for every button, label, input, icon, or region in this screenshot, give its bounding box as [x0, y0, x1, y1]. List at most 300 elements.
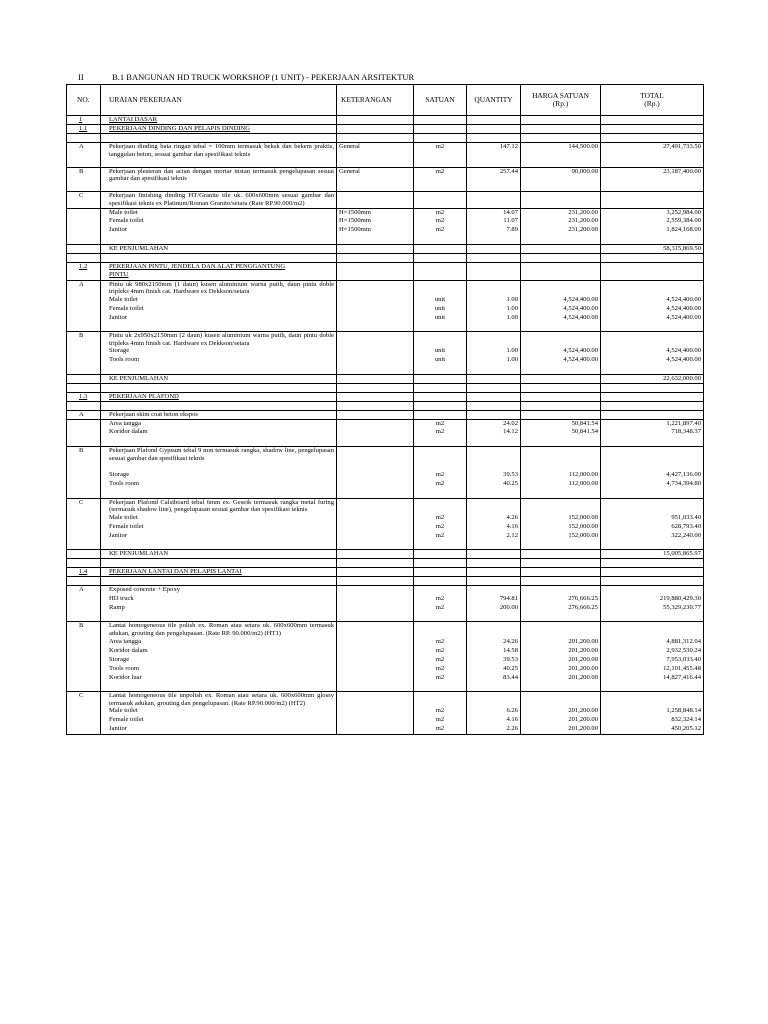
cell-unit: m2	[414, 167, 467, 183]
cell-remarks	[337, 253, 414, 262]
cell-description: Lantai homogeneous tile unpolish ex. Roman atau setara uk. 600x600mm glossy termasuk adukan, grouting dan pengelupasan. (Rate RP.90.000/m2) (HT2)	[101, 692, 337, 708]
cell-remarks	[337, 707, 414, 716]
table-row	[67, 356, 704, 365]
cell-quantity: 2.12	[467, 532, 521, 541]
cell-remarks	[337, 692, 414, 708]
cell-description: PEKERJAAN PLAFOND	[101, 392, 337, 401]
cell-quantity: 11.07	[467, 217, 521, 226]
cell-remarks	[337, 725, 414, 734]
table-row	[67, 707, 704, 716]
cell-quantity: 4.16	[467, 716, 521, 725]
cell-total	[601, 622, 704, 638]
spacer-row	[67, 577, 704, 586]
cell-no: C	[67, 498, 101, 514]
cell-remarks	[337, 622, 414, 638]
cell-unit-price: 276,666.25	[521, 595, 601, 604]
table-row	[67, 586, 704, 595]
cell-quantity	[467, 437, 521, 446]
cell-remarks	[337, 498, 414, 514]
cell-quantity: 14.07	[467, 208, 521, 217]
cell-unit	[414, 410, 467, 419]
cell-unit-price: 50,841.54	[521, 419, 601, 428]
cell-quantity	[467, 192, 521, 208]
cell-description: HD truck	[101, 595, 337, 604]
cell-unit-price	[521, 541, 601, 550]
cell-unit-price: 50,841.54	[521, 428, 601, 437]
table-row	[67, 428, 704, 437]
cell-no	[67, 577, 101, 586]
cell-unit-price	[521, 262, 601, 271]
cell-no	[67, 683, 101, 692]
cell-unit-price	[521, 446, 601, 462]
cell-description: Janitor	[101, 532, 337, 541]
cell-total	[601, 586, 704, 595]
cell-unit-price	[521, 568, 601, 577]
cell-description: PEKERJAAN DINDING DAN PELAPIS DINDING	[101, 125, 337, 134]
cell-unit	[414, 374, 467, 383]
cell-total: 22,632,000.00	[601, 374, 704, 383]
table-row	[67, 471, 704, 480]
cell-unit: m2	[414, 523, 467, 532]
cell-remarks	[337, 532, 414, 541]
table-row	[67, 480, 704, 489]
cell-quantity: 40.25	[467, 480, 521, 489]
cell-remarks	[337, 523, 414, 532]
spacer-row	[67, 559, 704, 568]
cell-total	[601, 280, 704, 296]
cell-total: 718,348.37	[601, 428, 704, 437]
table-row	[67, 244, 704, 253]
table-row	[67, 716, 704, 725]
cell-quantity	[467, 541, 521, 550]
cell-unit-price	[521, 692, 601, 708]
cell-quantity	[467, 622, 521, 638]
cell-unit-price: 4,524,400.00	[521, 347, 601, 356]
cell-no: 1.1	[67, 125, 101, 134]
cell-description: Storage	[101, 471, 337, 480]
cell-total	[601, 446, 704, 462]
cell-no	[67, 716, 101, 725]
cell-unit: unit	[414, 296, 467, 305]
cell-unit	[414, 489, 467, 498]
cell-description	[101, 489, 337, 498]
cell-remarks: H=1500mm	[337, 217, 414, 226]
cell-quantity	[467, 577, 521, 586]
cell-description: PEKERJAAN PINTU, JENDELA DAN ALAT PENGGANTUNG	[101, 262, 337, 271]
cell-quantity: 39.53	[467, 471, 521, 480]
cell-remarks: H=1500mm	[337, 208, 414, 217]
cell-remarks	[337, 235, 414, 244]
cell-description: Male toilet	[101, 208, 337, 217]
cell-unit-price: 152,000.00	[521, 532, 601, 541]
cell-quantity	[467, 271, 521, 280]
cell-unit-price: 231,200.00	[521, 226, 601, 235]
table-row	[67, 665, 704, 674]
cell-description	[101, 253, 337, 262]
cell-total	[601, 235, 704, 244]
cell-description: Pekerjaan Plafond Gypsum tebal 9 mm termasuk rangka, shadow line, pengelupasan sesuai gambar dan spesifikasi teknis	[101, 446, 337, 462]
cell-remarks	[337, 568, 414, 577]
cell-total	[601, 401, 704, 410]
spacer-row	[67, 683, 704, 692]
cell-unit: m2	[414, 226, 467, 235]
cell-description: Janitor	[101, 314, 337, 323]
table-row	[67, 674, 704, 683]
cell-unit-price	[521, 280, 601, 296]
cell-remarks	[337, 550, 414, 559]
cell-total: 7,953,033.40	[601, 656, 704, 665]
cell-no: B	[67, 332, 101, 348]
header-quantity: QUANTITY	[467, 85, 521, 116]
cell-no	[67, 208, 101, 217]
cell-remarks	[337, 374, 414, 383]
cell-remarks	[337, 356, 414, 365]
cell-unit-price: 201,200.00	[521, 638, 601, 647]
cell-quantity	[467, 125, 521, 134]
cell-remarks	[337, 410, 414, 419]
cell-unit: unit	[414, 356, 467, 365]
table-row	[67, 296, 704, 305]
table-row	[67, 622, 704, 638]
cell-total: 14,827,416.44	[601, 674, 704, 683]
cell-unit-price	[521, 683, 601, 692]
cell-unit	[414, 183, 467, 192]
cell-unit-price: 144,500.00	[521, 143, 601, 159]
cell-quantity	[467, 383, 521, 392]
cell-total	[601, 498, 704, 514]
cell-unit	[414, 559, 467, 568]
cell-unit-price	[521, 235, 601, 244]
cell-description: Pintu uk 2x950x2150mm (2 daun) kusen aluminium warna putih, daun pintu doble tripleks 4mm finish cat. Hardware ex Dekkson/setara	[101, 332, 337, 348]
cell-unit	[414, 683, 467, 692]
cell-no	[67, 419, 101, 428]
table-row	[67, 523, 704, 532]
header-description: URAIAN PEKERJAAN	[101, 85, 337, 116]
cell-unit-price: 201,200.00	[521, 707, 601, 716]
cell-total	[601, 437, 704, 446]
cell-remarks	[337, 716, 414, 725]
cell-total	[601, 383, 704, 392]
cell-total	[601, 183, 704, 192]
cell-total	[601, 253, 704, 262]
cell-unit	[414, 577, 467, 586]
cell-remarks	[337, 446, 414, 462]
cell-unit: m2	[414, 208, 467, 217]
cell-quantity: 14.12	[467, 428, 521, 437]
cell-total: 2,559,384.00	[601, 217, 704, 226]
table-row	[67, 125, 704, 134]
cell-remarks	[337, 323, 414, 332]
table-body	[67, 116, 704, 735]
cell-total: 4,524,400.00	[601, 296, 704, 305]
cell-quantity: 83.44	[467, 674, 521, 683]
cell-total	[601, 683, 704, 692]
cell-total	[601, 541, 704, 550]
cell-quantity: 6.26	[467, 707, 521, 716]
cell-unit-price: 4,524,400.00	[521, 305, 601, 314]
cell-total	[601, 559, 704, 568]
cell-no	[67, 595, 101, 604]
cell-remarks: General	[337, 143, 414, 159]
table-row	[67, 498, 704, 514]
cell-quantity: 1.00	[467, 356, 521, 365]
cell-remarks	[337, 183, 414, 192]
cell-remarks	[337, 383, 414, 392]
cell-description: Area tangga	[101, 638, 337, 647]
header-unit-price-currency: (Rp.)	[552, 99, 569, 108]
cell-total	[601, 323, 704, 332]
cell-quantity	[467, 116, 521, 125]
cell-quantity	[467, 262, 521, 271]
cell-no	[67, 514, 101, 523]
cell-no: A	[67, 280, 101, 296]
cell-total	[601, 613, 704, 622]
cell-total: 15,005,865.97	[601, 550, 704, 559]
cell-description: KE PENJUMLAHAN	[101, 550, 337, 559]
section-number: II	[78, 72, 84, 82]
cell-remarks	[337, 674, 414, 683]
cell-remarks	[337, 314, 414, 323]
header-unit: SATUAN	[414, 85, 467, 116]
cell-description: KE PENJUMLAHAN	[101, 374, 337, 383]
cell-no	[67, 323, 101, 332]
cell-remarks	[337, 365, 414, 374]
cell-description: Koridor dalam	[101, 647, 337, 656]
table-row	[67, 692, 704, 708]
cell-no	[67, 134, 101, 143]
cell-total	[601, 365, 704, 374]
cell-remarks	[337, 683, 414, 692]
table-row	[67, 280, 704, 296]
cell-quantity: 7.89	[467, 226, 521, 235]
spacer-row	[67, 235, 704, 244]
cell-quantity	[467, 253, 521, 262]
cell-description: LANTAI DASAR	[101, 116, 337, 125]
cell-total: 450,205.12	[601, 725, 704, 734]
table-row	[67, 595, 704, 604]
cell-no	[67, 253, 101, 262]
table-row	[67, 192, 704, 208]
cell-unit	[414, 271, 467, 280]
cell-description	[101, 577, 337, 586]
cell-no	[67, 480, 101, 489]
cell-total	[601, 577, 704, 586]
cell-unit-price: 112,000.00	[521, 471, 601, 480]
cell-unit: m2	[414, 647, 467, 656]
cell-remarks	[337, 192, 414, 208]
cell-no	[67, 725, 101, 734]
cell-remarks	[337, 480, 414, 489]
cell-quantity: 4.16	[467, 523, 521, 532]
cell-unit-price	[521, 559, 601, 568]
cell-total	[601, 192, 704, 208]
cell-quantity: 1.00	[467, 296, 521, 305]
cell-no	[67, 604, 101, 613]
cell-unit	[414, 323, 467, 332]
cell-unit-price	[521, 489, 601, 498]
cell-description: PINTU	[101, 271, 337, 280]
cell-total: 219,880,429.30	[601, 595, 704, 604]
cell-quantity: 147.12	[467, 143, 521, 159]
cell-total	[601, 271, 704, 280]
cell-unit-price	[521, 192, 601, 208]
cell-unit: m2	[414, 419, 467, 428]
cell-unit-price: 4,524,400.00	[521, 314, 601, 323]
cell-no	[67, 437, 101, 446]
cell-unit	[414, 158, 467, 167]
cell-quantity	[467, 683, 521, 692]
cell-unit	[414, 262, 467, 271]
table-row	[67, 532, 704, 541]
cell-no	[67, 183, 101, 192]
spacer-row	[67, 489, 704, 498]
cell-description: Koridor luar	[101, 674, 337, 683]
cell-no	[67, 428, 101, 437]
cell-description: Tools room	[101, 480, 337, 489]
cell-total: 23,187,400.00	[601, 167, 704, 183]
header-remarks: KETERANGAN	[337, 85, 414, 116]
table-row	[67, 374, 704, 383]
spacer-row	[67, 253, 704, 262]
cell-remarks	[337, 595, 414, 604]
cell-description: Exposed concrete + Epoxy	[101, 586, 337, 595]
cell-unit: m2	[414, 143, 467, 159]
cell-quantity: 4.26	[467, 514, 521, 523]
cell-remarks	[337, 332, 414, 348]
cell-unit	[414, 383, 467, 392]
cell-unit	[414, 244, 467, 253]
cell-unit-price: 201,200.00	[521, 716, 601, 725]
cell-quantity	[467, 332, 521, 348]
cell-quantity	[467, 586, 521, 595]
cell-no: B	[67, 167, 101, 183]
cell-unit	[414, 192, 467, 208]
cell-total: 832,324.14	[601, 716, 704, 725]
table-row	[67, 143, 704, 159]
cell-unit-price: 201,200.00	[521, 674, 601, 683]
cell-total: 1,258,848.14	[601, 707, 704, 716]
cell-no	[67, 347, 101, 356]
cell-description	[101, 134, 337, 143]
cell-no	[67, 471, 101, 480]
cell-description: Pekerjaan Plafond Calsiboard tebal 6mm ex. Geseik termasuk rangka metal furing (termasuk shadow line), pengelupasan sesuai gambar dan spesifikasi teknis	[101, 498, 337, 514]
cell-unit	[414, 622, 467, 638]
cell-unit-price	[521, 586, 601, 595]
cell-no	[67, 296, 101, 305]
table-row	[67, 419, 704, 428]
cell-no	[67, 656, 101, 665]
cell-no	[67, 707, 101, 716]
cell-unit-price: 201,200.00	[521, 665, 601, 674]
cell-unit-price: 4,524,400.00	[521, 296, 601, 305]
cell-remarks	[337, 604, 414, 613]
cell-remarks	[337, 158, 414, 167]
cell-remarks	[337, 262, 414, 271]
cell-quantity	[467, 392, 521, 401]
table-row	[67, 647, 704, 656]
cell-description: Male toilet	[101, 296, 337, 305]
cell-quantity	[467, 158, 521, 167]
cell-total: 4,427,136.00	[601, 471, 704, 480]
cell-unit-price	[521, 613, 601, 622]
cell-remarks	[337, 134, 414, 143]
cell-quantity	[467, 134, 521, 143]
cell-total: 12,101,455.48	[601, 665, 704, 674]
cell-no	[67, 532, 101, 541]
cell-description	[101, 323, 337, 332]
cell-no: B	[67, 622, 101, 638]
cell-no: B	[67, 446, 101, 462]
cell-unit: m2	[414, 725, 467, 734]
cell-quantity: 24.26	[467, 638, 521, 647]
cell-unit	[414, 586, 467, 595]
cell-total	[601, 158, 704, 167]
cell-no	[67, 217, 101, 226]
cell-unit: m2	[414, 471, 467, 480]
cell-remarks	[337, 647, 414, 656]
table-row	[67, 514, 704, 523]
cell-unit: m2	[414, 707, 467, 716]
cell-remarks	[337, 577, 414, 586]
cell-unit-price	[521, 392, 601, 401]
cell-remarks	[337, 392, 414, 401]
cell-remarks	[337, 462, 414, 471]
cell-no: C	[67, 192, 101, 208]
cell-unit	[414, 401, 467, 410]
cell-remarks: General	[337, 167, 414, 183]
cell-remarks	[337, 437, 414, 446]
section-header	[78, 72, 414, 82]
spacer-row	[67, 158, 704, 167]
cell-total: 1,221,897.40	[601, 419, 704, 428]
cell-unit: unit	[414, 305, 467, 314]
cell-remarks	[337, 401, 414, 410]
cell-no	[67, 550, 101, 559]
cell-unit-price: 90,000.00	[521, 167, 601, 183]
cell-description	[101, 183, 337, 192]
spacer-row	[67, 541, 704, 550]
cell-total	[601, 116, 704, 125]
cell-unit	[414, 613, 467, 622]
cell-unit: unit	[414, 314, 467, 323]
cell-remarks	[337, 125, 414, 134]
cell-description	[101, 401, 337, 410]
cell-remarks	[337, 514, 414, 523]
cell-unit-price	[521, 271, 601, 280]
header-no: NO.	[67, 85, 101, 116]
table-row	[67, 604, 704, 613]
cell-unit	[414, 462, 467, 471]
cell-total: 4,881,312.04	[601, 638, 704, 647]
section-title: B.1 BANGUNAN HD TRUCK WORKSHOP (1 UNIT) - PEKERJAAN ARSITEKTUR	[112, 72, 415, 82]
cell-quantity	[467, 559, 521, 568]
cell-quantity: 14.58	[467, 647, 521, 656]
cell-unit-price: 231,200.00	[521, 208, 601, 217]
cell-remarks	[337, 347, 414, 356]
cell-no	[67, 356, 101, 365]
cell-unit-price	[521, 462, 601, 471]
cell-description: Janitor	[101, 226, 337, 235]
cell-remarks	[337, 613, 414, 622]
cell-description: Pekerjaan finishing dinding HT/Granite tile uk. 600x600mm sesuai gambar dan spesifikasi teknis ex Platinum/Roman Granito/setara (Rate RP.90.000/m2)	[101, 192, 337, 208]
spacer-row	[67, 613, 704, 622]
table-row	[67, 305, 704, 314]
cell-description: Ramp	[101, 604, 337, 613]
cell-total	[601, 489, 704, 498]
cell-unit	[414, 437, 467, 446]
cell-unit-price	[521, 116, 601, 125]
cell-description	[101, 541, 337, 550]
